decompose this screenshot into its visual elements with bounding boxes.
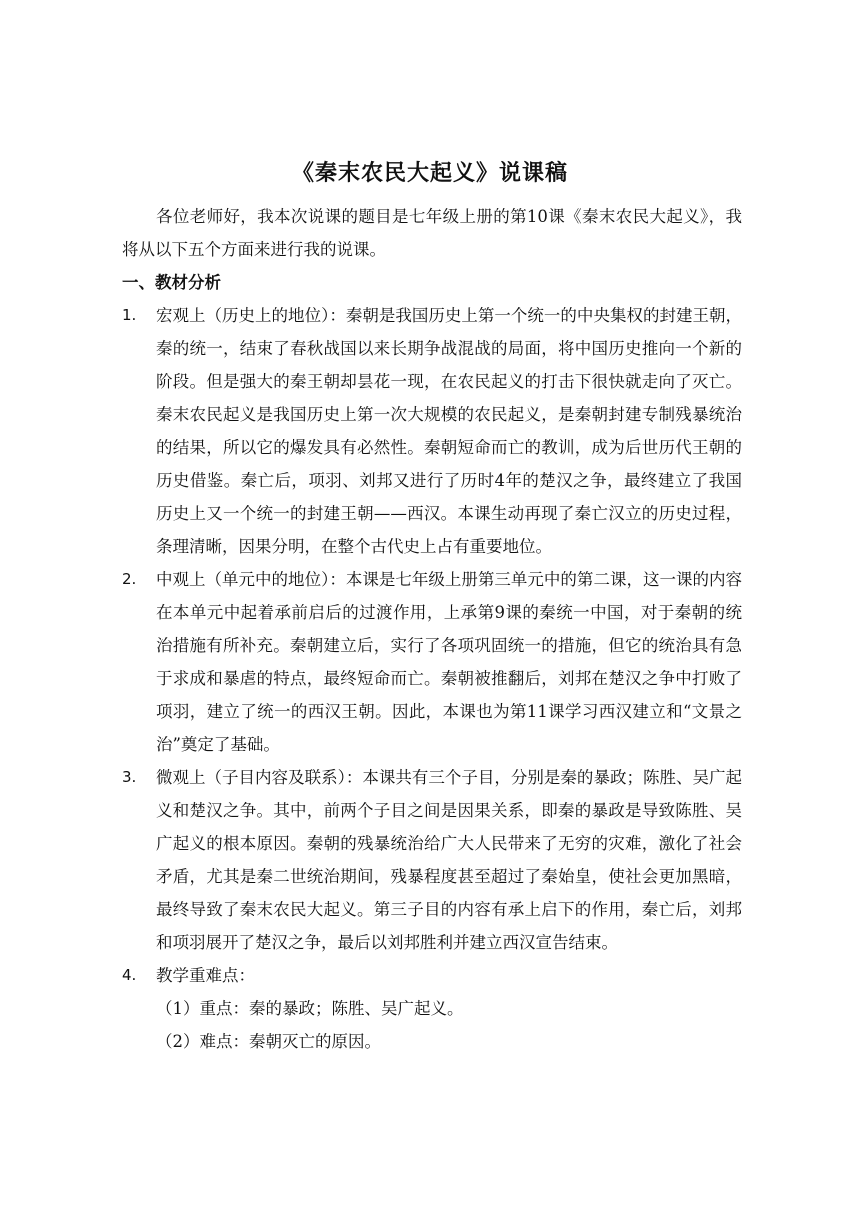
list-item — [122, 563, 742, 761]
key-point-line: （1）重点：秦的暴政；陈胜、吴广起义。 — [156, 999, 464, 1018]
list-item — [122, 299, 742, 563]
analysis-list — [122, 299, 742, 1058]
list-item-number: 4. — [122, 966, 137, 984]
list-item — [122, 959, 742, 992]
section-heading-textbook-analysis: 一、教材分析 — [122, 273, 221, 292]
list-item-text: 中观上（单元中的地位）：本课是七年级上册第三单元中的第二课，这一课的内容在本单元中起着承前启后的过渡作用，上承第9课的秦统一中国，对于秦朝的统治措施有所补充。秦朝建立后，实行了各项巩固统一的措施，但它的统治具有急于求成和暴虐的特点，最终短命而亡。秦朝被推翻后，刘邦在楚汉之争中打败了项羽，建立了统一的西汉王朝。因此，本课也为第11课学习西汉建立和“文景之治”奠定了基础。 — [156, 570, 742, 754]
difficult-point-line: （2）难点：秦朝灭亡的原因。 — [156, 1032, 381, 1051]
list-item-number: 1. — [122, 306, 137, 324]
list-item-text: 教学重难点： — [156, 966, 255, 985]
document-title: 《秦末农民大起义》说课稿 — [291, 161, 568, 186]
list-item-number: 2. — [122, 570, 137, 588]
intro-paragraph: 各位老师好，我本次说课的题目是七年级上册的第10课《秦末农民大起义》，我将从以下五个方面来进行我的说课。 — [122, 207, 742, 259]
list-item-text: 微观上（子目内容及联系）：本课共有三个子目，分别是秦的暴政；陈胜、吴广起义和楚汉之争。其中，前两个子目之间是因果关系，即秦的暴政是导致陈胜、吴广起义的根本原因。秦朝的残暴统治给广大人民带来了无穷的灾难，激化了社会矛盾，尤其是秦二世统治期间，残暴程度甚至超过了秦始皇，使社会更加黑暗，最终导致了秦末农民大起义。第三子目的内容有承上启下的作用，秦亡后，刘邦和项羽展开了楚汉之争，最后以刘邦胜利并建立西汉宣告结束。 — [156, 768, 742, 952]
list-item — [122, 761, 742, 959]
list-item-number: 3. — [122, 768, 137, 786]
list-item-text: 宏观上（历史上的地位）：秦朝是我国历史上第一个统一的中央集权的封建王朝，秦的统一，结束了春秋战国以来长期争战混战的局面，将中国历史推向一个新的阶段。但是强大的秦王朝却昙花一现，在农民起义的打击下很快就走向了灭亡。秦末农民起义是我国历史上第一次大规模的农民起义，是秦朝封建专制残暴统治的结果，所以它的爆发具有必然性。秦朝短命而亡的教训，成为后世历代王朝的历史借鉴。秦亡后，项羽、刘邦又进行了历时4年的楚汉之争，最终建立了我国历史上又一个统一的封建王朝——西汉。本课生动再现了秦亡汉立的历史过程，条理清晰，因果分明，在整个古代史上占有重要地位。 — [156, 306, 742, 556]
